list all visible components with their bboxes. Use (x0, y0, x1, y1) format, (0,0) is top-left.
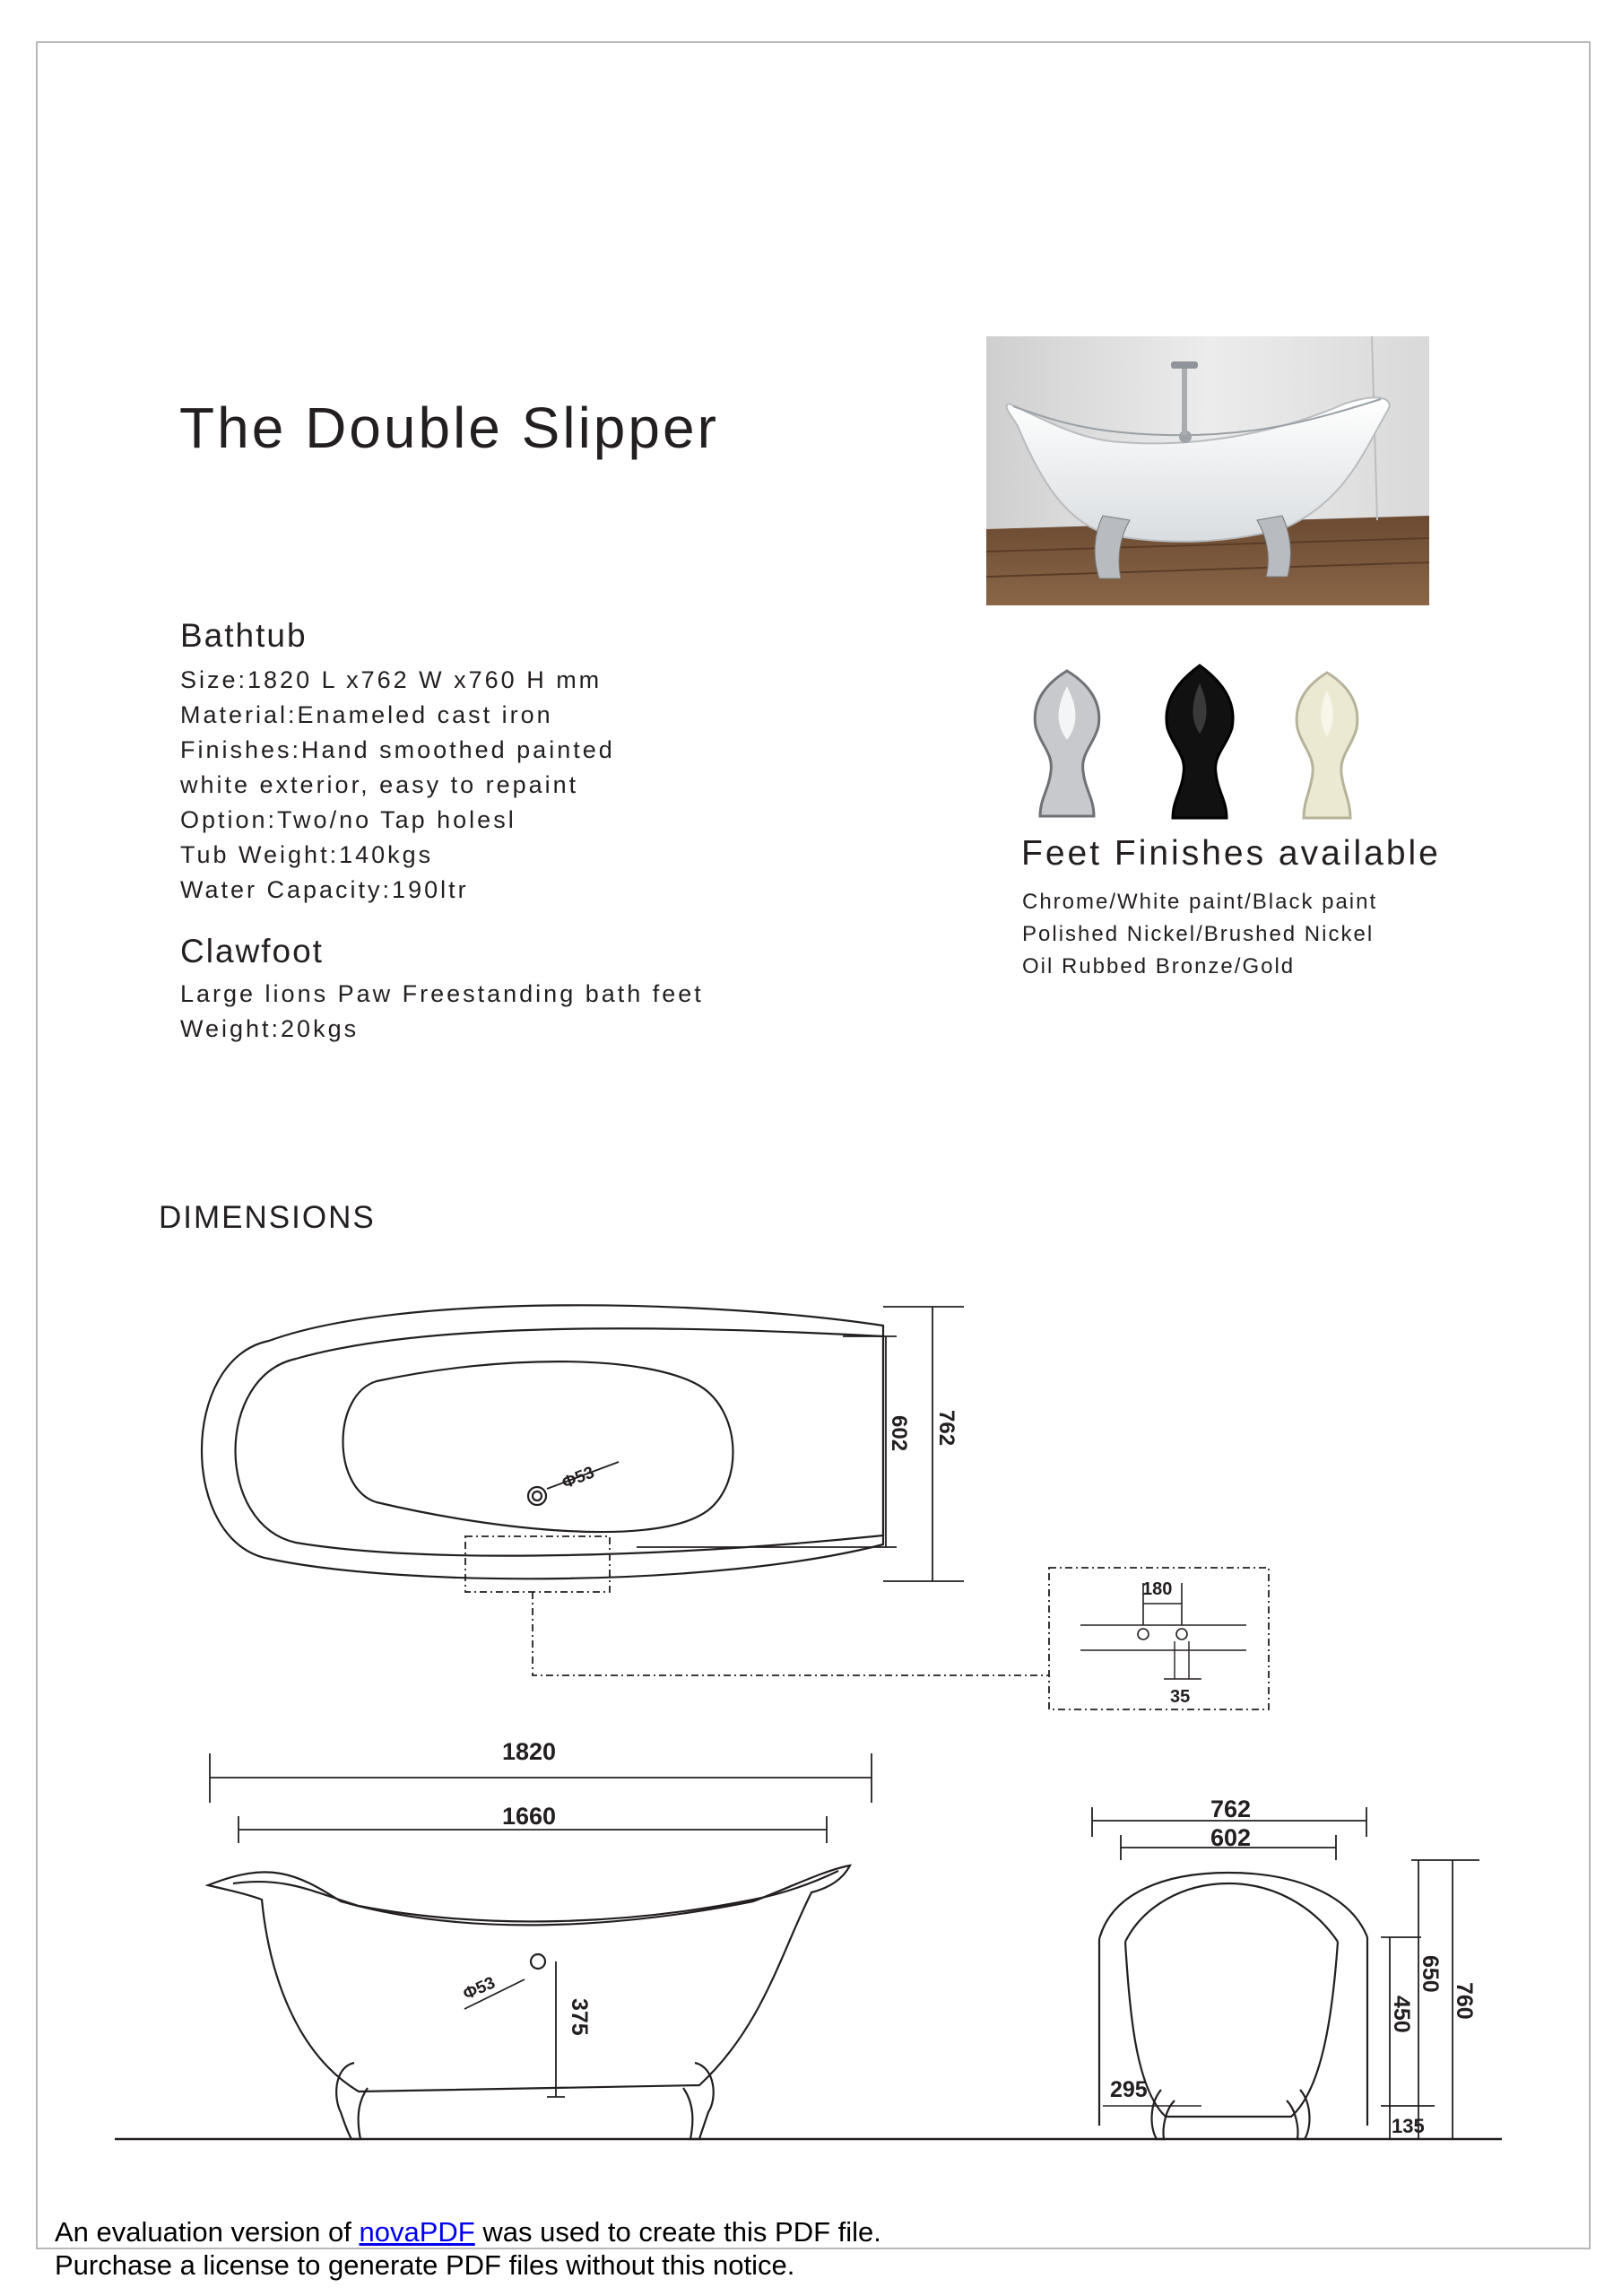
spec-option: Option:Two/no Tap holesl (180, 806, 516, 833)
spec-tub-weight: Tub Weight:140kgs (180, 841, 434, 868)
notice-text: was used to create this PDF file. (474, 2216, 881, 2248)
spec-finishes-cont: white exterior, easy to repaint (180, 771, 579, 798)
spec-feet-weight: Weight:20kgs (180, 1015, 360, 1042)
notice-line-1 (55, 2215, 881, 2248)
bathtub-heading: Bathtub (180, 617, 308, 654)
evaluation-notice (55, 2215, 881, 2282)
product-title: The Double Slipper (179, 396, 719, 460)
feet-finish-line: Chrome/White paint/Black paint (1022, 890, 1378, 914)
clawfoot-heading: Clawfoot (180, 933, 324, 970)
feet-finish-line: Polished Nickel/Brushed Nickel (1022, 922, 1375, 946)
dim-overall-length: 1820 (502, 1738, 557, 1765)
dim-tap-spacing: 180 (1142, 1579, 1173, 1599)
spec-finishes: Finishes:Hand smoothed painted (180, 736, 615, 763)
dim-rim-height: 650 (1418, 1955, 1443, 1993)
dim-inner-length: 1660 (502, 1803, 557, 1830)
dim-drain-height: 375 (567, 1998, 592, 2036)
spec-water-capacity: Water Capacity:190ltr (180, 876, 469, 903)
spec-material: Material:Enameled cast iron (180, 701, 553, 728)
notice-line-2: Purchase a license to generate PDF files without this notice. (55, 2249, 795, 2281)
dim-top-outer-width: 762 (934, 1410, 958, 1447)
dim-foot-spacing: 295 (1110, 2077, 1148, 2102)
dim-end-inner-width: 602 (1210, 1824, 1252, 1851)
dim-end-outer-width: 762 (1210, 1796, 1252, 1822)
dim-side-drain: Φ53 (460, 1973, 499, 2005)
top-view-drawing (202, 1305, 1049, 1675)
spec-size: Size:1820 L x762 W x760 H mm (180, 666, 603, 693)
dim-top-inner-width: 602 (887, 1415, 911, 1452)
dim-overall-height: 760 (1452, 1982, 1477, 2020)
spec-feet-type: Large lions Paw Freestanding bath feet (180, 980, 704, 1007)
feet-finish-line: Oil Rubbed Bronze/Gold (1022, 954, 1296, 978)
side-view-drawing (115, 1753, 1502, 2139)
dimensions-heading: DIMENSIONS (159, 1200, 376, 1235)
dim-body-height: 450 (1389, 1996, 1414, 2033)
feet-finishes-heading: Feet Finishes available (1021, 834, 1441, 873)
dim-tap-hole: 35 (1170, 1687, 1191, 1707)
novapdf-link[interactable]: novaPDF (359, 2216, 475, 2248)
dim-foot-height: 135 (1392, 2115, 1425, 2137)
dim-top-drain: Φ53 (559, 1463, 597, 1493)
notice-text: An evaluation version of (55, 2216, 360, 2248)
